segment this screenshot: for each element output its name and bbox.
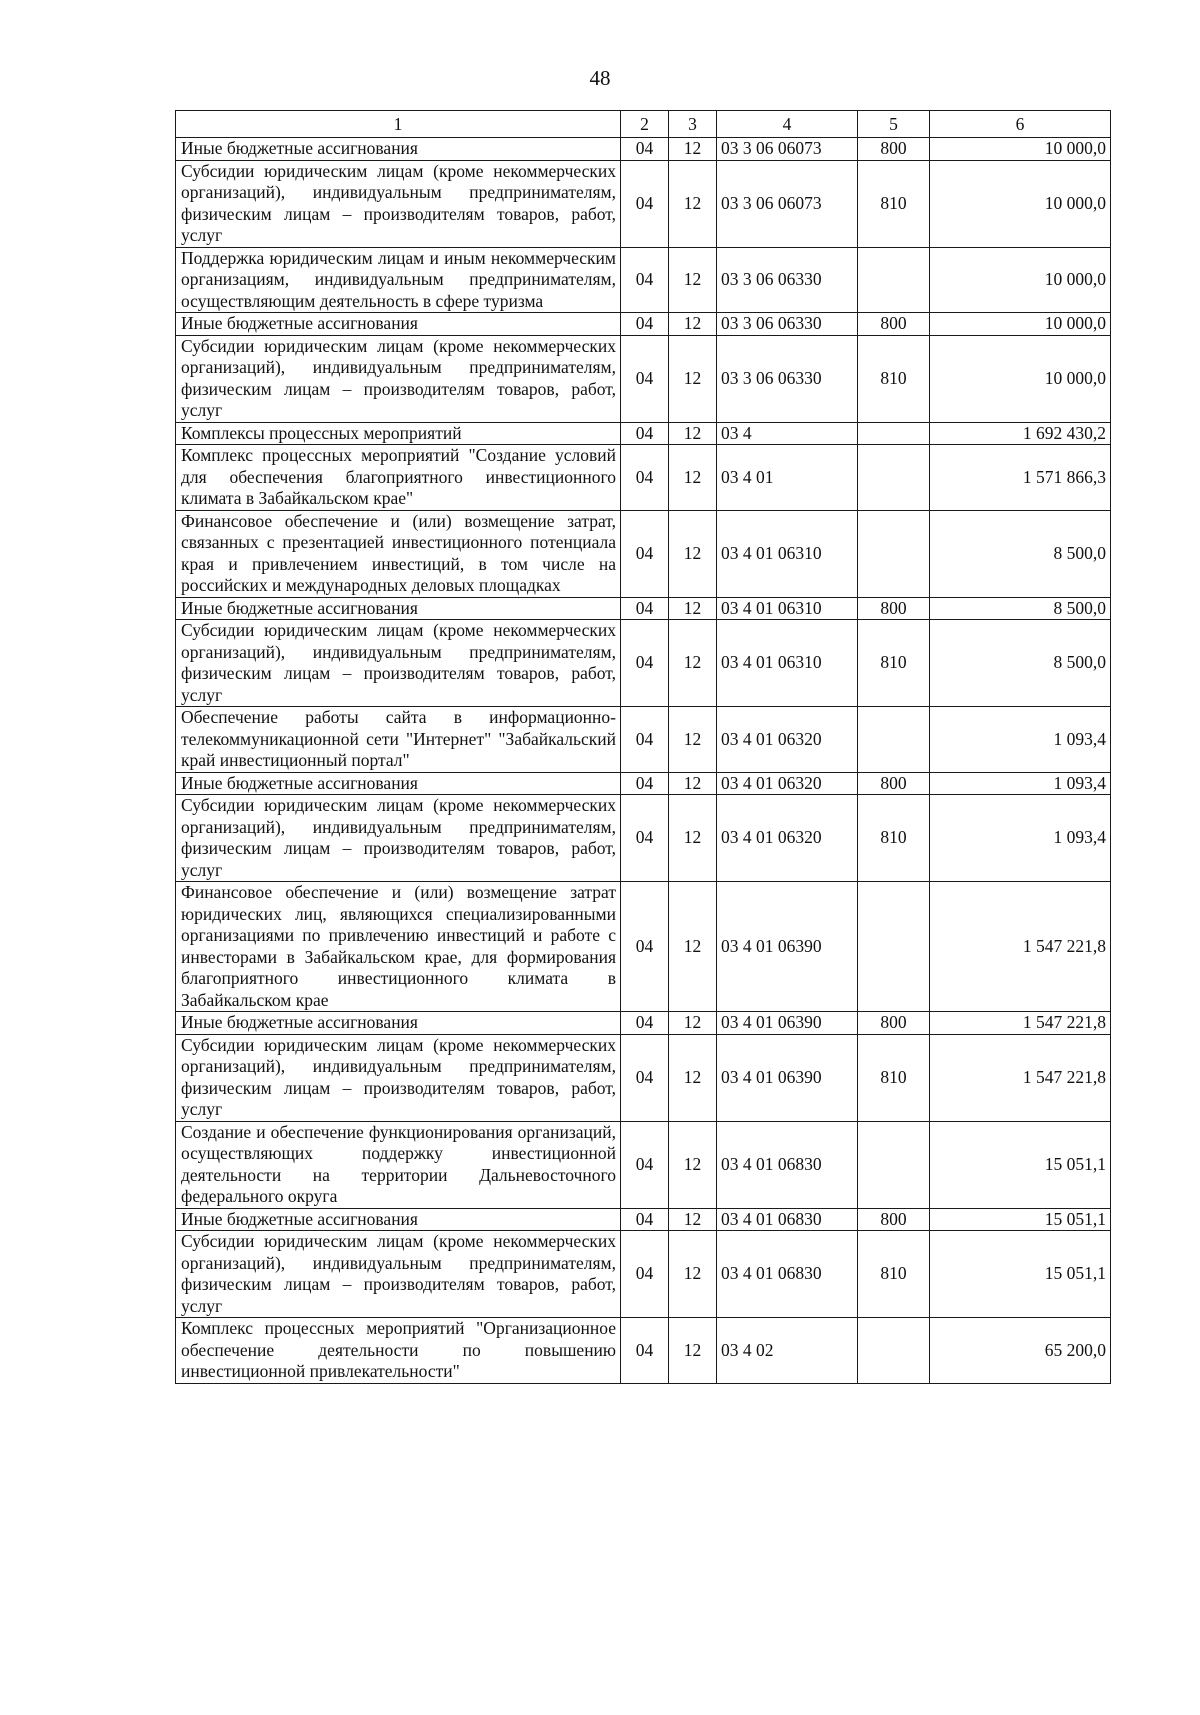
row-amount-cell: 1 571 866,3 — [930, 445, 1111, 511]
row-amount-cell: 1 093,4 — [930, 772, 1111, 795]
row-target-article-cell: 03 4 01 06390 — [717, 1012, 858, 1035]
row-subsection-cell: 12 — [669, 1231, 717, 1318]
header-cell-name: 1 — [176, 111, 621, 138]
row-amount-cell: 10 000,0 — [930, 138, 1111, 161]
row-subsection-cell: 12 — [669, 882, 717, 1012]
row-amount-cell: 1 692 430,2 — [930, 422, 1111, 445]
row-subsection-cell: 12 — [669, 1318, 717, 1384]
table-row — [176, 795, 1111, 882]
table-row — [176, 707, 1111, 773]
table-row — [176, 445, 1111, 511]
row-section-cell: 04 — [621, 795, 669, 882]
row-target-article-cell: 03 4 01 06320 — [717, 795, 858, 882]
row-subsection-cell: 12 — [669, 335, 717, 422]
row-amount-cell: 65 200,0 — [930, 1318, 1111, 1384]
row-name-cell: Субсидии юридическим лицам (кроме некоммерческих организаций), индивидуальным предпринимателям, физическим лицам – производителям товаров, работ, услуг — [176, 795, 621, 882]
row-amount-cell: 10 000,0 — [930, 335, 1111, 422]
table-row — [176, 160, 1111, 247]
row-expense-type-cell: 800 — [858, 138, 930, 161]
table-row — [176, 138, 1111, 161]
row-subsection-cell: 12 — [669, 1208, 717, 1231]
row-section-cell: 04 — [621, 422, 669, 445]
row-expense-type-cell — [858, 1318, 930, 1384]
row-name-cell: Комплекс процессных мероприятий "Организационное обеспечение деятельности по повышению инвестиционной привлекательности" — [176, 1318, 621, 1384]
row-amount-cell: 15 051,1 — [930, 1231, 1111, 1318]
table-row — [176, 335, 1111, 422]
table-row — [176, 510, 1111, 597]
row-expense-type-cell: 800 — [858, 772, 930, 795]
row-section-cell: 04 — [621, 160, 669, 247]
row-expense-type-cell: 800 — [858, 597, 930, 620]
row-amount-cell: 10 000,0 — [930, 160, 1111, 247]
table-row — [176, 597, 1111, 620]
row-section-cell: 04 — [621, 772, 669, 795]
row-expense-type-cell — [858, 422, 930, 445]
row-expense-type-cell: 800 — [858, 1208, 930, 1231]
row-amount-cell: 1 547 221,8 — [930, 1034, 1111, 1121]
table-body — [176, 138, 1111, 1384]
row-expense-type-cell — [858, 510, 930, 597]
row-amount-cell: 8 500,0 — [930, 510, 1111, 597]
budget-table — [175, 110, 1111, 1384]
row-amount-cell: 8 500,0 — [930, 597, 1111, 620]
row-section-cell: 04 — [621, 707, 669, 773]
row-expense-type-cell: 800 — [858, 1012, 930, 1035]
table-row — [176, 772, 1111, 795]
row-section-cell: 04 — [621, 1034, 669, 1121]
row-subsection-cell: 12 — [669, 1034, 717, 1121]
row-section-cell: 04 — [621, 1121, 669, 1208]
row-target-article-cell: 03 3 06 06073 — [717, 160, 858, 247]
row-amount-cell: 1 093,4 — [930, 795, 1111, 882]
row-target-article-cell: 03 4 02 — [717, 1318, 858, 1384]
row-section-cell: 04 — [621, 597, 669, 620]
table-row — [176, 247, 1111, 313]
row-subsection-cell: 12 — [669, 510, 717, 597]
row-amount-cell: 15 051,1 — [930, 1208, 1111, 1231]
row-expense-type-cell: 810 — [858, 620, 930, 707]
row-section-cell: 04 — [621, 138, 669, 161]
row-expense-type-cell — [858, 445, 930, 511]
row-amount-cell: 8 500,0 — [930, 620, 1111, 707]
row-target-article-cell: 03 3 06 06330 — [717, 313, 858, 336]
row-name-cell: Финансовое обеспечение и (или) возмещение затрат, связанных с презентацией инвестиционного потенциала края и привлечением инвестиций, в том числе на российских и международных деловых площадках — [176, 510, 621, 597]
table-row — [176, 882, 1111, 1012]
row-target-article-cell: 03 4 01 06310 — [717, 620, 858, 707]
row-amount-cell: 1 547 221,8 — [930, 882, 1111, 1012]
table-row — [176, 313, 1111, 336]
row-subsection-cell: 12 — [669, 597, 717, 620]
row-name-cell: Иные бюджетные ассигнования — [176, 313, 621, 336]
row-name-cell: Субсидии юридическим лицам (кроме некоммерческих организаций), индивидуальным предпринимателям, физическим лицам – производителям товаров, работ, услуг — [176, 1034, 621, 1121]
row-name-cell: Иные бюджетные ассигнования — [176, 1012, 621, 1035]
header-cell-expense-type: 5 — [858, 111, 930, 138]
row-target-article-cell: 03 4 01 — [717, 445, 858, 511]
row-section-cell: 04 — [621, 1318, 669, 1384]
row-subsection-cell: 12 — [669, 707, 717, 773]
row-name-cell: Субсидии юридическим лицам (кроме некоммерческих организаций), индивидуальным предпринимателям, физическим лицам – производителям товаров, работ, услуг — [176, 160, 621, 247]
row-subsection-cell: 12 — [669, 313, 717, 336]
row-section-cell: 04 — [621, 1012, 669, 1035]
row-subsection-cell: 12 — [669, 138, 717, 161]
header-cell-subsection: 3 — [669, 111, 717, 138]
row-subsection-cell: 12 — [669, 160, 717, 247]
row-name-cell: Субсидии юридическим лицам (кроме некоммерческих организаций), индивидуальным предпринимателям, физическим лицам – производителям товаров, работ, услуг — [176, 1231, 621, 1318]
row-section-cell: 04 — [621, 445, 669, 511]
row-subsection-cell: 12 — [669, 1012, 717, 1035]
row-name-cell: Субсидии юридическим лицам (кроме некоммерческих организаций), индивидуальным предпринимателям, физическим лицам – производителям товаров, работ, услуг — [176, 335, 621, 422]
row-name-cell: Субсидии юридическим лицам (кроме некоммерческих организаций), индивидуальным предпринимателям, физическим лицам – производителям товаров, работ, услуг — [176, 620, 621, 707]
header-cell-target-article: 4 — [717, 111, 858, 138]
row-section-cell: 04 — [621, 313, 669, 336]
row-target-article-cell: 03 4 01 06310 — [717, 597, 858, 620]
table-row — [176, 1318, 1111, 1384]
row-target-article-cell: 03 3 06 06330 — [717, 247, 858, 313]
row-target-article-cell: 03 4 — [717, 422, 858, 445]
row-name-cell: Поддержка юридическим лицам и иным некоммерческим организациям, индивидуальным предпринимателям, осуществляющим деятельность в сфере туризма — [176, 247, 621, 313]
row-name-cell: Комплекс процессных мероприятий "Создание условий для обеспечения благоприятного инвестиционного климата в Забайкальском крае" — [176, 445, 621, 511]
row-amount-cell: 15 051,1 — [930, 1121, 1111, 1208]
row-section-cell: 04 — [621, 247, 669, 313]
table-row — [176, 1034, 1111, 1121]
row-expense-type-cell: 810 — [858, 795, 930, 882]
row-target-article-cell: 03 4 01 06320 — [717, 707, 858, 773]
row-expense-type-cell — [858, 247, 930, 313]
row-name-cell: Обеспечение работы сайта в информационно-телекоммуникационной сети "Интернет" "Забайкальский край инвестиционный портал" — [176, 707, 621, 773]
row-name-cell: Финансовое обеспечение и (или) возмещение затрат юридических лиц, являющихся специализированными организациями по привлечению инвестиций и работе с инвесторами в Забайкальском крае, для формирования благоприятного инвестиционного климата в Забайкальском крае — [176, 882, 621, 1012]
row-target-article-cell: 03 4 01 06390 — [717, 882, 858, 1012]
row-target-article-cell: 03 4 01 06830 — [717, 1231, 858, 1318]
row-target-article-cell: 03 4 01 06310 — [717, 510, 858, 597]
table-row — [176, 620, 1111, 707]
row-expense-type-cell: 810 — [858, 1034, 930, 1121]
row-name-cell: Иные бюджетные ассигнования — [176, 1208, 621, 1231]
row-subsection-cell: 12 — [669, 247, 717, 313]
row-name-cell: Создание и обеспечение функционирования организаций, осуществляющих поддержку инвестиционной деятельности на территории Дальневосточного федерального округа — [176, 1121, 621, 1208]
table-row — [176, 1208, 1111, 1231]
row-expense-type-cell: 810 — [858, 1231, 930, 1318]
row-target-article-cell: 03 4 01 06830 — [717, 1121, 858, 1208]
row-subsection-cell: 12 — [669, 422, 717, 445]
row-expense-type-cell — [858, 707, 930, 773]
row-name-cell: Иные бюджетные ассигнования — [176, 772, 621, 795]
row-expense-type-cell — [858, 1121, 930, 1208]
header-cell-section: 2 — [621, 111, 669, 138]
page-number: 48 — [589, 66, 611, 90]
row-expense-type-cell: 810 — [858, 335, 930, 422]
row-name-cell: Комплексы процессных мероприятий — [176, 422, 621, 445]
row-section-cell: 04 — [621, 510, 669, 597]
row-section-cell: 04 — [621, 1208, 669, 1231]
row-target-article-cell: 03 4 01 06320 — [717, 772, 858, 795]
row-expense-type-cell: 800 — [858, 313, 930, 336]
row-expense-type-cell: 810 — [858, 160, 930, 247]
table-row — [176, 1231, 1111, 1318]
row-section-cell: 04 — [621, 335, 669, 422]
row-amount-cell: 10 000,0 — [930, 247, 1111, 313]
table-row — [176, 1121, 1111, 1208]
header-cell-amount: 6 — [930, 111, 1111, 138]
row-subsection-cell: 12 — [669, 1121, 717, 1208]
row-subsection-cell: 12 — [669, 772, 717, 795]
row-section-cell: 04 — [621, 1231, 669, 1318]
row-target-article-cell: 03 3 06 06330 — [717, 335, 858, 422]
row-section-cell: 04 — [621, 882, 669, 1012]
table-row — [176, 1012, 1111, 1035]
row-expense-type-cell — [858, 882, 930, 1012]
row-target-article-cell: 03 3 06 06073 — [717, 138, 858, 161]
row-subsection-cell: 12 — [669, 620, 717, 707]
row-subsection-cell: 12 — [669, 445, 717, 511]
row-name-cell: Иные бюджетные ассигнования — [176, 138, 621, 161]
row-section-cell: 04 — [621, 620, 669, 707]
row-target-article-cell: 03 4 01 06390 — [717, 1034, 858, 1121]
row-name-cell: Иные бюджетные ассигнования — [176, 597, 621, 620]
row-amount-cell: 10 000,0 — [930, 313, 1111, 336]
row-amount-cell: 1 093,4 — [930, 707, 1111, 773]
header-row — [176, 111, 1111, 138]
row-target-article-cell: 03 4 01 06830 — [717, 1208, 858, 1231]
row-amount-cell: 1 547 221,8 — [930, 1012, 1111, 1035]
table-row — [176, 422, 1111, 445]
row-subsection-cell: 12 — [669, 795, 717, 882]
